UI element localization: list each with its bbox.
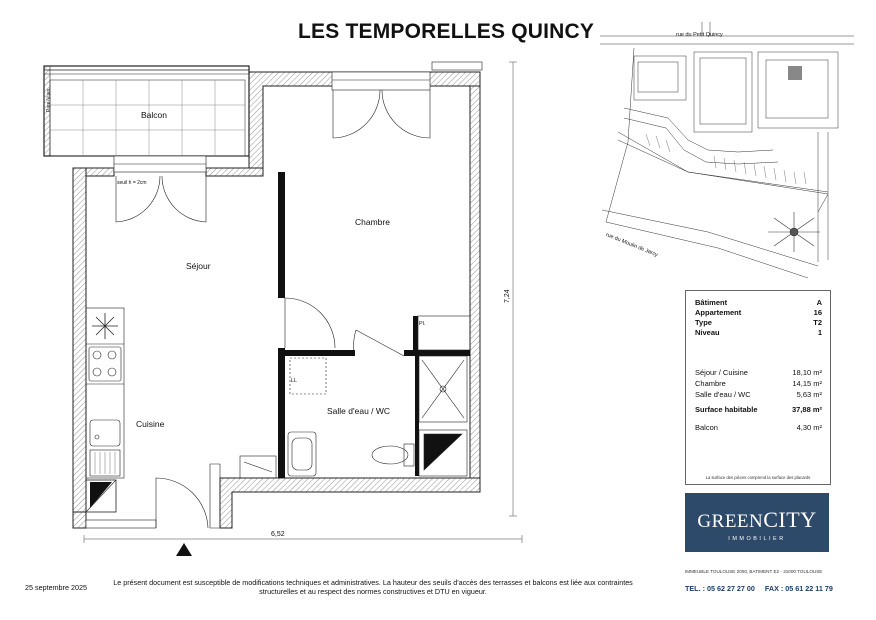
room-label-chambre: Chambre bbox=[355, 217, 390, 227]
height-dimension: 7,24 bbox=[504, 289, 511, 303]
street-label-south: rue du Moulin de Jarcy bbox=[604, 232, 659, 259]
document-date: 25 septembre 2025 bbox=[25, 583, 87, 592]
info-row-batiment: Bâtiment A bbox=[695, 298, 822, 307]
room-label-sejour: Séjour bbox=[186, 261, 211, 271]
surface-row-balcon: Balcon 4,30 m² bbox=[695, 423, 822, 432]
north-arrow-icon bbox=[176, 543, 192, 556]
surface-row-chambre: Chambre 14,15 m² bbox=[695, 379, 822, 388]
disclaimer: Le présent document est susceptible de modifications techniques et administratives. La hauteur des seuils d'accès des terrasses et balcons est liée aux contraintes structurelles et au respect des normes constructives et DTU en vigueur. bbox=[113, 578, 633, 596]
info-row-type: Type T2 bbox=[695, 318, 822, 327]
surface-row-sejour: Séjour / Cuisine 18,10 m² bbox=[695, 368, 822, 377]
room-label-ll: LL bbox=[291, 378, 298, 384]
room-label-balcon: Balcon bbox=[141, 110, 167, 120]
pare-vues-label: Pare-Vues bbox=[46, 88, 52, 112]
bathroom-fixtures bbox=[240, 356, 467, 478]
room-label-cuisine: Cuisine bbox=[136, 419, 165, 429]
logo-tagline: IMMOBILIER bbox=[728, 536, 786, 542]
apartment-info-box bbox=[685, 290, 831, 485]
company-address: IMMEUBLE TOULOUSE 2000, BATIMENT E2 - 31000 TOULOUSE bbox=[685, 569, 823, 574]
kitchen bbox=[86, 308, 124, 478]
room-label-salle-deau: Salle d'eau / WC bbox=[327, 406, 391, 416]
width-dimension: 6,52 bbox=[271, 531, 285, 538]
room-label-placard: Pl. bbox=[419, 321, 426, 327]
seuil-label: seuil h = 2cm bbox=[117, 180, 147, 186]
greencity-logo bbox=[685, 493, 829, 552]
street-label-north: rue du Petit Quincy bbox=[676, 32, 723, 38]
windows bbox=[114, 72, 430, 172]
phone-number: TEL. : 05 62 27 27 00 bbox=[685, 584, 755, 593]
info-row-niveau: Niveau 1 bbox=[695, 328, 822, 337]
surface-note: La surface des pièces comprend la surface des placards bbox=[705, 475, 811, 480]
surface-row-total: Surface habitable 37,88 m² bbox=[695, 405, 822, 414]
dimension-lines bbox=[84, 62, 522, 543]
surface-row-salle-deau: Salle d'eau / WC 5,63 m² bbox=[695, 390, 822, 399]
logo-wordmark: GREENCITY bbox=[697, 507, 817, 532]
company-contact bbox=[685, 584, 833, 593]
info-row-appartement: Appartement 16 bbox=[695, 308, 822, 317]
page-title: LES TEMPORELLES QUINCY bbox=[298, 20, 595, 43]
compass-rose-icon bbox=[768, 212, 820, 252]
location-map bbox=[598, 22, 854, 280]
fax-number: FAX : 05 61 22 11 79 bbox=[764, 584, 833, 593]
